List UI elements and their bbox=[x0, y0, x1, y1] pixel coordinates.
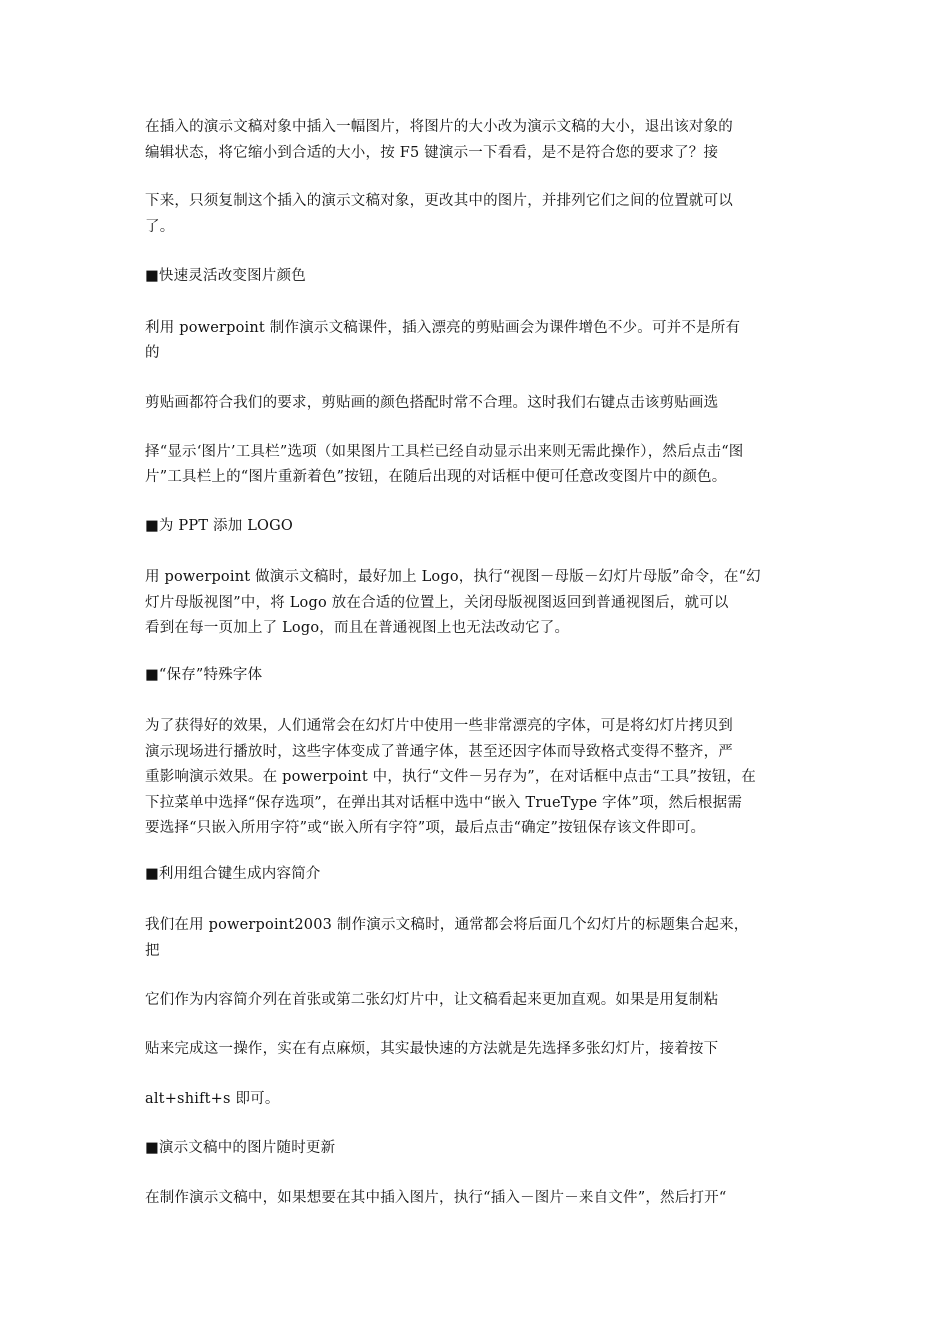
paragraph-line: 的 bbox=[145, 345, 160, 361]
paragraph-line: 灯片母版视图”中，将 Logo 放在合适的位置上，关闭母版视图返回到普通视图后，就可以 bbox=[145, 595, 729, 611]
paragraph-line: 把 bbox=[145, 943, 160, 959]
paragraph-line: 了。 bbox=[145, 219, 175, 235]
paragraph-line: 在插入的演示文稿对象中插入一幅图片，将图片的大小改为演示文稿的大小，退出该对象的 bbox=[145, 119, 733, 135]
paragraph-line: 利用 powerpoint 制作演示文稿课件，插入漂亮的剪贴画会为课件增色不少。可并不是所有 bbox=[145, 320, 741, 336]
section-heading: ■为 PPT 添加 LOGO bbox=[145, 518, 293, 534]
paragraph-line: 我们在用 powerpoint2003 制作演示文稿时，通常都会将后面几个幻灯片的标题集合起来， bbox=[145, 917, 749, 933]
paragraph-line: 要选择“只嵌入所用字符”或“嵌入所有字符”项，最后点击“确定”按钮保存该文件即可。 bbox=[145, 820, 706, 836]
paragraph-line: 下来，只须复制这个插入的演示文稿对象，更改其中的图片，并排列它们之间的位置就可以 bbox=[145, 193, 733, 209]
section-heading: ■利用组合键生成内容简介 bbox=[145, 866, 321, 882]
paragraph-line: 重影响演示效果。在 powerpoint 中，执行“文件－另存为”，在对话框中点击“工具”按钮，在 bbox=[145, 769, 756, 785]
paragraph-line: 在制作演示文稿中，如果想要在其中插入图片，执行“插入－图片－来自文件”，然后打开“ bbox=[145, 1190, 727, 1206]
section-heading: ■演示文稿中的图片随时更新 bbox=[145, 1140, 336, 1156]
paragraph-line: alt+shift+s 即可。 bbox=[145, 1091, 280, 1107]
paragraph-line: 用 powerpoint 做演示文稿时，最好加上 Logo，执行“视图－母版－幻灯片母版”命令，在“幻 bbox=[145, 569, 761, 585]
paragraph-line: 剪贴画都符合我们的要求，剪贴画的颜色搭配时常不合理。这时我们右键点击该剪贴画选 bbox=[145, 395, 719, 411]
paragraph-line: 看到在每一页加上了 Logo，而且在普通视图上也无法改动它了。 bbox=[145, 620, 570, 636]
section-heading: ■快速灵活改变图片颜色 bbox=[145, 268, 306, 284]
paragraph-line: 择“显示‘图片’工具栏”选项（如果图片工具栏已经自动显示出来则无需此操作），然后点击“图 bbox=[145, 444, 744, 460]
paragraph-line: 编辑状态，将它缩小到合适的大小，按 F5 键演示一下看看，是不是符合您的要求了？接 bbox=[145, 145, 719, 161]
paragraph-line: 演示现场进行播放时，这些字体变成了普通字体，甚至还因字体而导致格式变得不整齐，严 bbox=[145, 744, 733, 760]
section-heading: ■“保存”特殊字体 bbox=[145, 667, 263, 683]
paragraph-line: 它们作为内容简介列在首张或第二张幻灯片中，让文稿看起来更加直观。如果是用复制粘 bbox=[145, 992, 719, 1008]
paragraph-line: 下拉菜单中选择“保存选项”，在弹出其对话框中选中“嵌入 TrueType 字体”项，然后根据需 bbox=[145, 795, 743, 811]
paragraph-line: 为了获得好的效果，人们通常会在幻灯片中使用一些非常漂亮的字体，可是将幻灯片拷贝到 bbox=[145, 718, 733, 734]
paragraph-line: 贴来完成这一操作，实在有点麻烦，其实最快速的方法就是先选择多张幻灯片，接着按下 bbox=[145, 1041, 719, 1057]
paragraph-line: 片”工具栏上的“图片重新着色”按钮，在随后出现的对话框中便可任意改变图片中的颜色。 bbox=[145, 469, 727, 485]
